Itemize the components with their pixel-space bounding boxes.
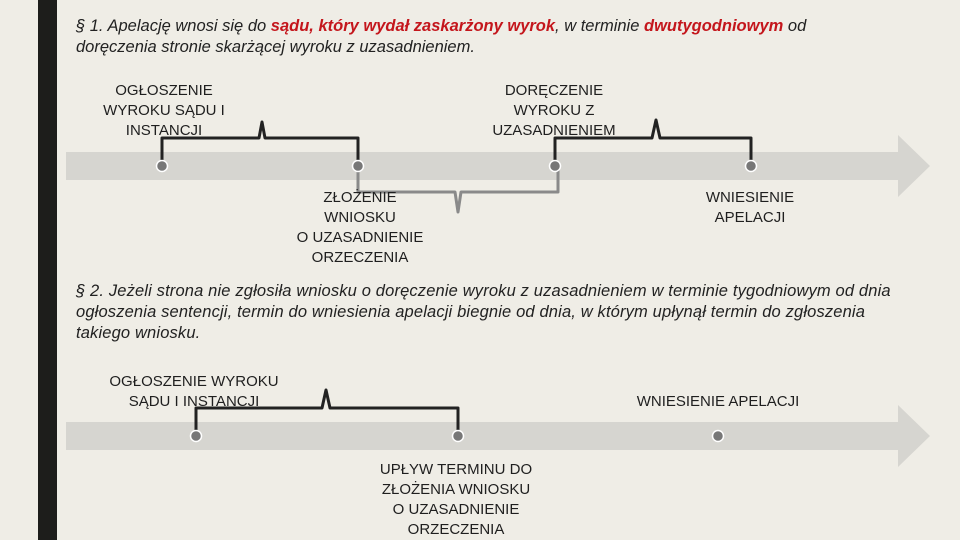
- timeline-2-label-appeal: WNIESIENIE APELACJI: [636, 393, 800, 410]
- timeline-1-label-announce: OGŁOSZENIE WYROKU SĄDU I INSTANCJI: [103, 82, 225, 139]
- article-paragraph-2: § 2. Jeżeli strona nie zgłosiła wniosku o doręczenie wyroku z uzasadnieniem w terminie tygodniowym od dnia ogłoszenia sentencji, termin do wniesienia apelacji biegnie od dnia, w którym upłynął termin do zgłoszenia takiego wniosku.: [76, 282, 891, 342]
- timeline-1-point-announce: [157, 161, 168, 172]
- timeline-2-label-announce: OGŁOSZENIE WYROKU SĄDU I INSTANCJI: [109, 373, 279, 410]
- timeline-2-label-expiry: UPŁYW TERMINU DO ZŁOŻENIA WNIOSKU O UZASADNIENIE ORZECZENIA: [379, 461, 533, 538]
- timeline-2-point-appeal: [713, 431, 724, 442]
- paragraph-1-highlight-deadline: dwutygodniowym: [643, 17, 784, 35]
- timeline-1-point-request: [353, 161, 364, 172]
- paragraph-1-highlight-court: sądu, który wydał zaskarżony wyrok: [270, 17, 556, 35]
- paragraph-1-text: § 1. Apelację wnosi się do: [76, 17, 271, 35]
- paragraph-1-text-middle: , w terminie: [555, 17, 644, 35]
- timeline-2-point-announce: [191, 431, 202, 442]
- timeline-2-point-expiry: [453, 431, 464, 442]
- timeline-1-label-appeal: WNIESIENIE APELACJI: [705, 189, 795, 226]
- timeline-1-point-appeal: [746, 161, 757, 172]
- timeline-1-point-delivery: [550, 161, 561, 172]
- timeline-1-label-delivery: DORĘCZENIE WYROKU Z UZASADNIENIEM: [492, 82, 616, 139]
- timeline-1-label-request: ZŁOŻENIE WNIOSKU O UZASADNIENIE ORZECZENIA: [296, 189, 424, 266]
- paragraph-1-text-end: od doręczenia stronie skarżącej wyroku z uzasadnieniem.: [76, 17, 807, 56]
